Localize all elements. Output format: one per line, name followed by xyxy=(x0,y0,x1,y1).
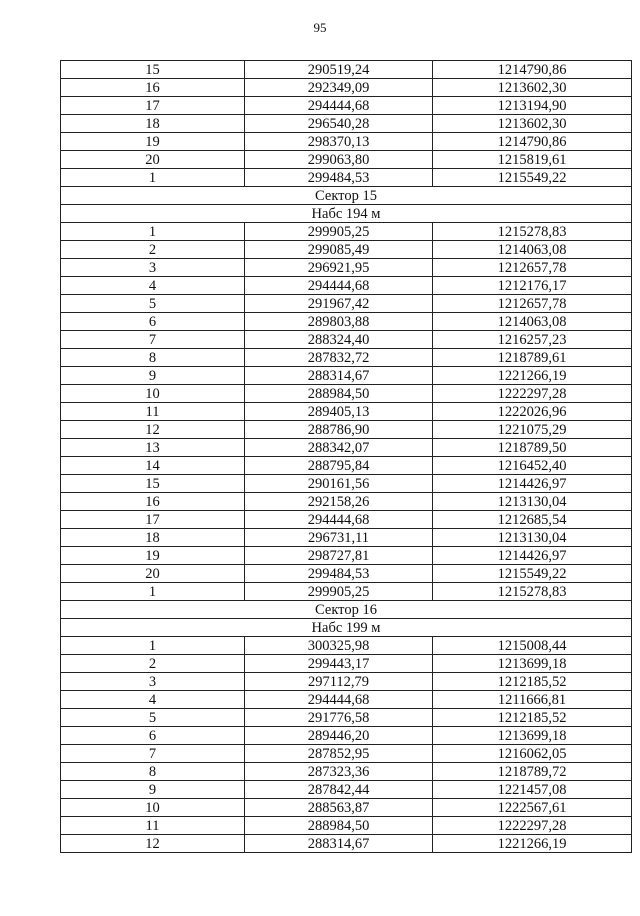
x-coordinate-cell: 299085,49 xyxy=(245,241,433,259)
x-coordinate-cell: 300325,98 xyxy=(245,637,433,655)
y-coordinate-cell: 1212657,78 xyxy=(433,295,632,313)
y-coordinate-cell: 1214426,97 xyxy=(433,475,632,493)
point-number-cell: 2 xyxy=(61,655,245,673)
y-coordinate-cell: 1213699,18 xyxy=(433,727,632,745)
table-row xyxy=(61,439,632,457)
point-number-cell: 17 xyxy=(61,511,245,529)
page-number: 95 xyxy=(313,20,327,35)
x-coordinate-cell: 296921,95 xyxy=(245,259,433,277)
y-coordinate-cell: 1213130,04 xyxy=(433,529,632,547)
y-coordinate-cell: 1215549,22 xyxy=(433,169,632,187)
table-row xyxy=(61,79,632,97)
x-coordinate-cell: 291776,58 xyxy=(245,709,433,727)
y-coordinate-cell: 1214063,08 xyxy=(433,313,632,331)
y-coordinate-cell: 1222026,96 xyxy=(433,403,632,421)
table-row xyxy=(61,691,632,709)
point-number-cell: 14 xyxy=(61,457,245,475)
point-number-cell: 7 xyxy=(61,745,245,763)
sector-header-row xyxy=(61,601,632,619)
y-coordinate-cell: 1213699,18 xyxy=(433,655,632,673)
x-coordinate-cell: 298727,81 xyxy=(245,547,433,565)
x-coordinate-cell: 288314,67 xyxy=(245,367,433,385)
table-row xyxy=(61,457,632,475)
point-number-cell: 1 xyxy=(61,637,245,655)
point-number-cell: 20 xyxy=(61,151,245,169)
sector-height: Набс 194 м xyxy=(61,205,632,223)
table-row xyxy=(61,781,632,799)
y-coordinate-cell: 1213130,04 xyxy=(433,493,632,511)
table-row xyxy=(61,403,632,421)
point-number-cell: 18 xyxy=(61,529,245,547)
x-coordinate-cell: 299484,53 xyxy=(245,169,433,187)
x-coordinate-cell: 296731,11 xyxy=(245,529,433,547)
table-row xyxy=(61,421,632,439)
y-coordinate-cell: 1216062,05 xyxy=(433,745,632,763)
y-coordinate-cell: 1213602,30 xyxy=(433,115,632,133)
point-number-cell: 1 xyxy=(61,223,245,241)
table-row xyxy=(61,151,632,169)
point-number-cell: 2 xyxy=(61,241,245,259)
table-row xyxy=(61,583,632,601)
y-coordinate-cell: 1214790,86 xyxy=(433,133,632,151)
sector-height-row xyxy=(61,619,632,637)
point-number-cell: 3 xyxy=(61,673,245,691)
table-row xyxy=(61,295,632,313)
y-coordinate-cell: 1212176,17 xyxy=(433,277,632,295)
table-row xyxy=(61,97,632,115)
x-coordinate-cell: 288342,07 xyxy=(245,439,433,457)
x-coordinate-cell: 299484,53 xyxy=(245,565,433,583)
y-coordinate-cell: 1218789,72 xyxy=(433,763,632,781)
coordinates-table xyxy=(60,60,632,853)
x-coordinate-cell: 287842,44 xyxy=(245,781,433,799)
x-coordinate-cell: 287832,72 xyxy=(245,349,433,367)
x-coordinate-cell: 298370,13 xyxy=(245,133,433,151)
table-row xyxy=(61,529,632,547)
y-coordinate-cell: 1222297,28 xyxy=(433,385,632,403)
point-number-cell: 8 xyxy=(61,349,245,367)
y-coordinate-cell: 1221266,19 xyxy=(433,367,632,385)
table-row xyxy=(61,655,632,673)
x-coordinate-cell: 294444,68 xyxy=(245,97,433,115)
x-coordinate-cell: 291967,42 xyxy=(245,295,433,313)
x-coordinate-cell: 294444,68 xyxy=(245,691,433,709)
point-number-cell: 6 xyxy=(61,313,245,331)
x-coordinate-cell: 299905,25 xyxy=(245,583,433,601)
point-number-cell: 10 xyxy=(61,385,245,403)
sector-title: Сектор 15 xyxy=(61,187,632,205)
table-row xyxy=(61,493,632,511)
x-coordinate-cell: 287852,95 xyxy=(245,745,433,763)
x-coordinate-cell: 299443,17 xyxy=(245,655,433,673)
table-row xyxy=(61,277,632,295)
y-coordinate-cell: 1214426,97 xyxy=(433,547,632,565)
point-number-cell: 9 xyxy=(61,781,245,799)
point-number-cell: 12 xyxy=(61,421,245,439)
y-coordinate-cell: 1212657,78 xyxy=(433,259,632,277)
table-row xyxy=(61,61,632,79)
y-coordinate-cell: 1216452,40 xyxy=(433,457,632,475)
x-coordinate-cell: 289803,88 xyxy=(245,313,433,331)
y-coordinate-cell: 1214790,86 xyxy=(433,61,632,79)
table-row xyxy=(61,709,632,727)
table-row xyxy=(61,259,632,277)
x-coordinate-cell: 288563,87 xyxy=(245,799,433,817)
x-coordinate-cell: 297112,79 xyxy=(245,673,433,691)
y-coordinate-cell: 1213194,90 xyxy=(433,97,632,115)
x-coordinate-cell: 288984,50 xyxy=(245,385,433,403)
point-number-cell: 11 xyxy=(61,403,245,421)
table-row xyxy=(61,763,632,781)
point-number-cell: 6 xyxy=(61,727,245,745)
x-coordinate-cell: 294444,68 xyxy=(245,277,433,295)
y-coordinate-cell: 1215549,22 xyxy=(433,565,632,583)
table-row xyxy=(61,241,632,259)
sector-header-row xyxy=(61,187,632,205)
point-number-cell: 4 xyxy=(61,691,245,709)
sector-height-row xyxy=(61,205,632,223)
table-row xyxy=(61,331,632,349)
y-coordinate-cell: 1221457,08 xyxy=(433,781,632,799)
table-row xyxy=(61,313,632,331)
y-coordinate-cell: 1218789,50 xyxy=(433,439,632,457)
table-row xyxy=(61,367,632,385)
point-number-cell: 16 xyxy=(61,493,245,511)
table-row xyxy=(61,565,632,583)
coordinates-table-body xyxy=(61,61,632,853)
y-coordinate-cell: 1215819,61 xyxy=(433,151,632,169)
y-coordinate-cell: 1221075,29 xyxy=(433,421,632,439)
y-coordinate-cell: 1218789,61 xyxy=(433,349,632,367)
point-number-cell: 11 xyxy=(61,817,245,835)
point-number-cell: 20 xyxy=(61,565,245,583)
table-row xyxy=(61,511,632,529)
table-row xyxy=(61,799,632,817)
x-coordinate-cell: 292158,26 xyxy=(245,493,433,511)
point-number-cell: 9 xyxy=(61,367,245,385)
point-number-cell: 5 xyxy=(61,295,245,313)
table-row xyxy=(61,673,632,691)
y-coordinate-cell: 1222567,61 xyxy=(433,799,632,817)
point-number-cell: 3 xyxy=(61,259,245,277)
y-coordinate-cell: 1212185,52 xyxy=(433,709,632,727)
table-row xyxy=(61,385,632,403)
table-row xyxy=(61,745,632,763)
x-coordinate-cell: 289405,13 xyxy=(245,403,433,421)
y-coordinate-cell: 1214063,08 xyxy=(433,241,632,259)
x-coordinate-cell: 299063,80 xyxy=(245,151,433,169)
y-coordinate-cell: 1221266,19 xyxy=(433,835,632,853)
point-number-cell: 12 xyxy=(61,835,245,853)
table-row xyxy=(61,115,632,133)
point-number-cell: 8 xyxy=(61,763,245,781)
table-row xyxy=(61,547,632,565)
table-row xyxy=(61,223,632,241)
y-coordinate-cell: 1211666,81 xyxy=(433,691,632,709)
x-coordinate-cell: 287323,36 xyxy=(245,763,433,781)
sector-title: Сектор 16 xyxy=(61,601,632,619)
x-coordinate-cell: 292349,09 xyxy=(245,79,433,97)
point-number-cell: 1 xyxy=(61,169,245,187)
x-coordinate-cell: 289446,20 xyxy=(245,727,433,745)
y-coordinate-cell: 1216257,23 xyxy=(433,331,632,349)
table-row xyxy=(61,475,632,493)
y-coordinate-cell: 1215278,83 xyxy=(433,583,632,601)
y-coordinate-cell: 1212185,52 xyxy=(433,673,632,691)
point-number-cell: 18 xyxy=(61,115,245,133)
table-row xyxy=(61,637,632,655)
point-number-cell: 19 xyxy=(61,133,245,151)
table-row xyxy=(61,727,632,745)
point-number-cell: 7 xyxy=(61,331,245,349)
point-number-cell: 4 xyxy=(61,277,245,295)
point-number-cell: 1 xyxy=(61,583,245,601)
table-row xyxy=(61,835,632,853)
x-coordinate-cell: 288984,50 xyxy=(245,817,433,835)
y-coordinate-cell: 1222297,28 xyxy=(433,817,632,835)
x-coordinate-cell: 299905,25 xyxy=(245,223,433,241)
x-coordinate-cell: 288786,90 xyxy=(245,421,433,439)
y-coordinate-cell: 1215008,44 xyxy=(433,637,632,655)
point-number-cell: 15 xyxy=(61,61,245,79)
point-number-cell: 19 xyxy=(61,547,245,565)
point-number-cell: 10 xyxy=(61,799,245,817)
y-coordinate-cell: 1212685,54 xyxy=(433,511,632,529)
x-coordinate-cell: 288324,40 xyxy=(245,331,433,349)
x-coordinate-cell: 288314,67 xyxy=(245,835,433,853)
x-coordinate-cell: 290161,56 xyxy=(245,475,433,493)
table-row xyxy=(61,169,632,187)
sector-height: Набс 199 м xyxy=(61,619,632,637)
point-number-cell: 13 xyxy=(61,439,245,457)
y-coordinate-cell: 1215278,83 xyxy=(433,223,632,241)
point-number-cell: 16 xyxy=(61,79,245,97)
point-number-cell: 17 xyxy=(61,97,245,115)
point-number-cell: 5 xyxy=(61,709,245,727)
x-coordinate-cell: 290519,24 xyxy=(245,61,433,79)
table-row xyxy=(61,349,632,367)
x-coordinate-cell: 296540,28 xyxy=(245,115,433,133)
point-number-cell: 15 xyxy=(61,475,245,493)
table-row xyxy=(61,817,632,835)
table-row xyxy=(61,133,632,151)
y-coordinate-cell: 1213602,30 xyxy=(433,79,632,97)
x-coordinate-cell: 288795,84 xyxy=(245,457,433,475)
x-coordinate-cell: 294444,68 xyxy=(245,511,433,529)
